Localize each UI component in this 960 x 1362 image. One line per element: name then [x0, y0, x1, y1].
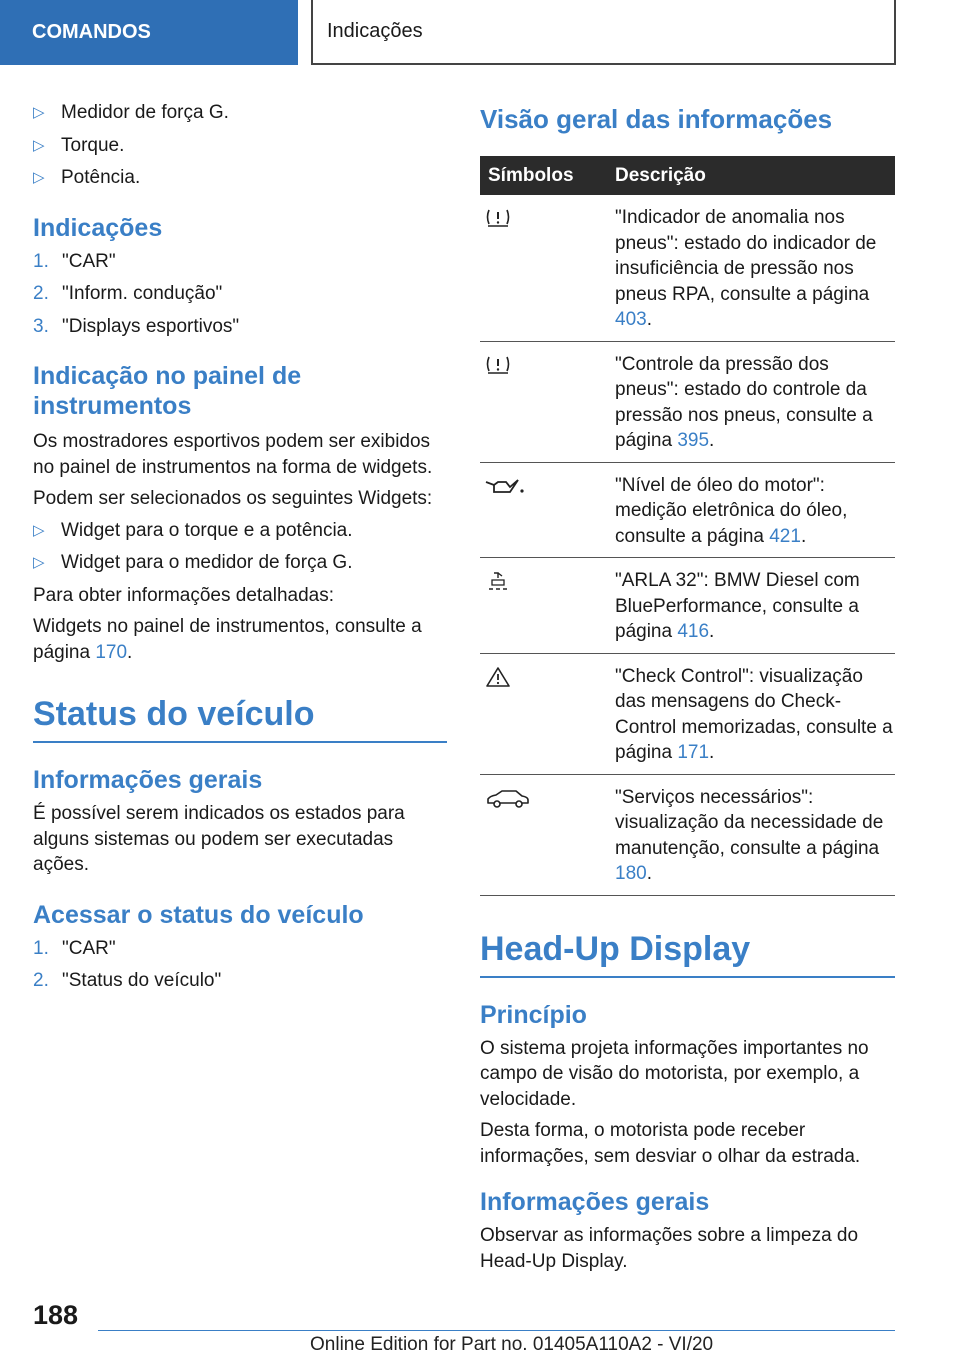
table-row: "Controle da pressão dos pneus": estado do controle da pressão nos pneus, consulte a página 395. [480, 341, 895, 462]
section-heading-principio: Princípio [480, 1000, 587, 1029]
painel-paragraph-4: Widgets no painel de instrumentos, consulte a página 170. [33, 616, 422, 663]
list-item: 2. "Inform. condução" [33, 283, 223, 304]
top-bullet-list [33, 100, 447, 191]
painel-paragraph-1: Os mostradores esportivos podem ser exibidos no painel de instrumentos na forma de widgets. [33, 431, 433, 478]
triangle-bullet-icon: ▷ [33, 169, 45, 186]
engine-oil-icon [484, 475, 528, 497]
tire-pressure-control-icon [484, 354, 512, 376]
service-car-icon [484, 787, 532, 809]
widget-bullet-list [33, 518, 447, 576]
list-item: 3. "Displays esportivos" [33, 315, 240, 337]
section-heading-info-gerais: Informações gerais [33, 766, 263, 794]
painel-paragraph-2: Podem ser selecionados os seguintes Widgets: [33, 488, 433, 509]
page-link-180[interactable]: 180 [615, 863, 647, 884]
section-heading-painel: Indicação no painel de instrumentos [33, 362, 302, 420]
list-item: 2. "Status do veículo" [33, 970, 222, 991]
triangle-bullet-icon: ▷ [33, 136, 45, 154]
left-column [33, 100, 447, 1001]
table-row: "Nível de óleo do motor": medição eletrônica do óleo, consulte a página 421. [480, 462, 895, 558]
section-heading-hud: Head-Up Display [480, 928, 895, 978]
triangle-bullet-icon: ▷ [33, 104, 45, 121]
triangle-bullet-icon: ▷ [33, 554, 45, 571]
status-info-paragraph: É possível serem indicados os estados para alguns sistemas ou podem ser executadas ações. [33, 803, 405, 875]
footer-edition: Online Edition for Part no. 01405A110A2 - VI/20 [310, 1334, 714, 1355]
right-column [480, 100, 895, 1274]
hud-info-paragraph: Observar as informações sobre a limpeza do Head-Up Display. [480, 1225, 859, 1272]
list-item: 1. "CAR" [33, 937, 116, 959]
section-heading-status: Status do veículo [33, 693, 447, 743]
list-item: ▷ Torque. [33, 133, 447, 159]
page-link-395[interactable]: 395 [677, 430, 710, 451]
page-link-170[interactable]: 170 [95, 641, 128, 663]
table-row: "Serviços necessários": visualização da necessidade de manutenção, consulte a página 180. [480, 774, 895, 895]
acessar-steps [33, 936, 447, 994]
section-heading-acessar: Acessar o status do veículo [33, 900, 364, 929]
page-link-403[interactable]: 403 [615, 309, 647, 330]
table-row: "ARLA 32": BMW Diesel com BluePerformance, consulte a página 416. [480, 558, 895, 654]
indicacoes-steps [33, 249, 447, 340]
header-title-text: Indicações [327, 20, 423, 42]
page-header-title [311, 0, 896, 65]
section-tab[interactable]: COMANDOS [0, 0, 298, 65]
page-link-421[interactable]: 421 [769, 525, 801, 547]
list-item: ▷ Widget para o medidor de força G. [33, 550, 447, 576]
page-link-416[interactable]: 416 [677, 621, 710, 642]
section-heading-indicacoes: Indicações [33, 213, 163, 242]
table-row: "Indicador de anomalia nos pneus": estado do indicador de insuficiência de pressão nos pneus RPA, consulte a página 403. [480, 195, 895, 341]
symbols-table [480, 156, 895, 896]
principio-paragraph-1: O sistema projeta informações importantes no campo de visão do motorista, por exemplo, a velocidade. [480, 1037, 869, 1110]
list-item: 1. "CAR" [33, 250, 116, 272]
tire-pressure-warning-icon [484, 207, 512, 229]
section-heading-visao: Visão geral das informações [480, 104, 833, 134]
arla-32-icon [484, 570, 512, 592]
table-header-description: Descrição [615, 156, 895, 195]
table-row: "Check Control": visualização das mensagens do Check-Control memorizadas, consulte a página 171. [480, 653, 895, 774]
table-header-symbols: Símbolos [480, 156, 615, 195]
footer-divider [98, 1330, 895, 1331]
page-number: 188 [33, 1300, 79, 1330]
list-item: ▷ Potência. [33, 165, 447, 191]
painel-paragraph-3: Para obter informações detalhadas: [33, 584, 335, 606]
list-item: ▷ Medidor de força G. [33, 100, 447, 126]
page-link-171[interactable]: 171 [677, 742, 710, 763]
list-item: ▷ Widget para o torque e a potência. [33, 518, 447, 544]
triangle-bullet-icon: ▷ [33, 521, 45, 539]
principio-paragraph-2: Desta forma, o motorista pode receber informações, sem desviar o olhar da estrada. [480, 1120, 861, 1167]
check-control-icon [484, 666, 512, 688]
section-heading-hud-info: Informações gerais [480, 1188, 710, 1216]
